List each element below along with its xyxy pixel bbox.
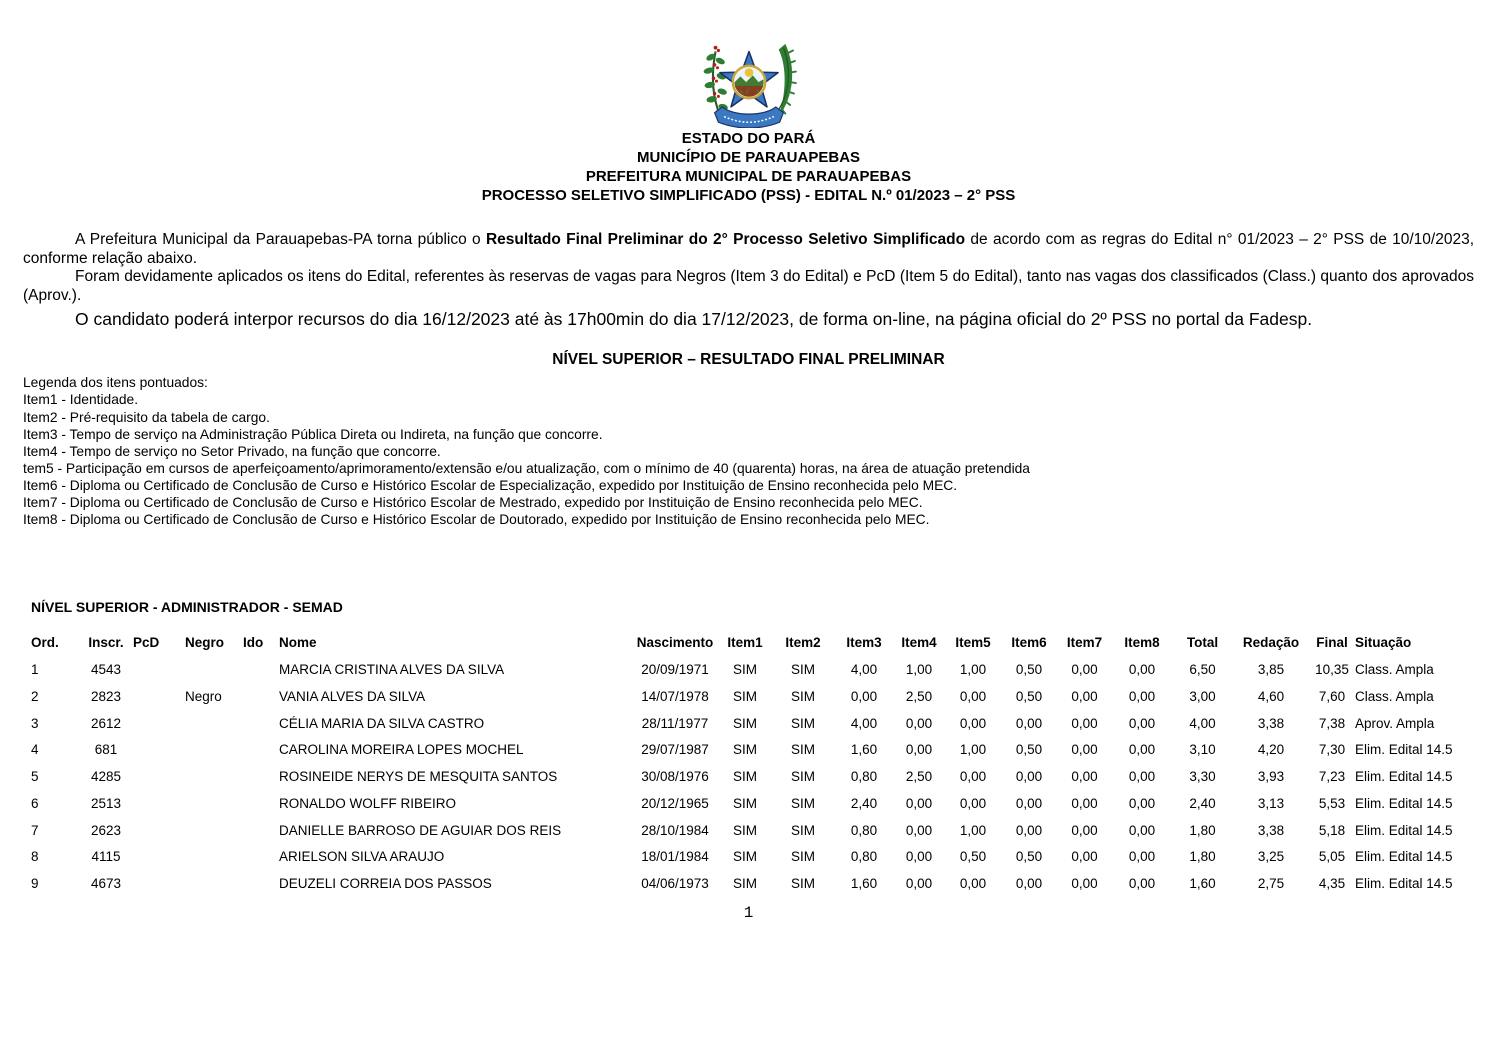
table-cell: SIM <box>790 795 815 811</box>
title-line-prefecture: PREFEITURA MUNICIPAL DE PARAUAPEBAS <box>585 168 912 185</box>
document-header <box>0 0 1497 205</box>
table-cell: 0,00 <box>1071 662 1098 678</box>
table-cell: 5 <box>31 769 39 785</box>
table-cell: 0,50 <box>959 849 987 865</box>
column-header-nome: Nome <box>279 634 317 650</box>
table-cell: Elim. Edital 14.5 <box>1355 769 1453 785</box>
table-cell: 1,60 <box>850 742 878 758</box>
table-cell: SIM <box>732 876 757 892</box>
table-cell: 28/10/1984 <box>641 822 709 838</box>
table-cell: 30/08/1976 <box>641 769 709 785</box>
table-cell: 0,00 <box>1071 876 1098 892</box>
table-cell: 0,00 <box>1071 769 1098 785</box>
table-cell <box>243 683 279 710</box>
column-header-ord: Ord. <box>31 634 59 650</box>
table-cell <box>185 656 243 683</box>
column-header-item7: Item7 <box>1066 634 1103 650</box>
table-cell: SIM <box>790 688 815 704</box>
table-cell <box>185 870 243 897</box>
table-cell: 0,00 <box>1015 715 1043 731</box>
table-cell: 0,50 <box>1015 742 1043 758</box>
column-header-item4: Item4 <box>901 634 937 650</box>
table-cell: 0,00 <box>959 688 987 704</box>
table-cell: 4 <box>31 742 39 758</box>
table-cell: 2623 <box>90 822 122 838</box>
table-cell: 0,80 <box>850 822 878 838</box>
column-header-redao: Redação <box>1242 634 1300 650</box>
table-cell: Class. Ampla <box>1355 688 1434 704</box>
column-header-item3: Item3 <box>846 634 882 650</box>
table-cell: SIM <box>732 742 757 758</box>
table-cell: Elim. Edital 14.5 <box>1355 822 1453 838</box>
table-cell: Elim. Edital 14.5 <box>1355 795 1453 811</box>
table-cell: 3,13 <box>1257 795 1285 811</box>
table-cell: 0,00 <box>959 795 987 811</box>
table-cell: 2,40 <box>1189 795 1216 811</box>
table-row <box>31 736 1475 763</box>
table-cell: DEUZELI CORREIA DOS PASSOS <box>279 876 492 892</box>
legend-item-6: Item6 - Diploma ou Certificado de Conclusão de Curso e Histórico Escolar de Especialização, expedido por Instituição de Ensino reconhecida pelo MEC. <box>23 477 958 493</box>
title-line-state: ESTADO DO PARÁ <box>681 130 816 147</box>
table-cell: 0,00 <box>1128 876 1156 892</box>
table-cell: 5,53 <box>1318 795 1346 811</box>
column-header-nascimento: Nascimento <box>636 634 714 650</box>
table-cell: SIM <box>732 822 757 838</box>
table-cell <box>133 870 185 897</box>
table-cell: 20/09/1971 <box>641 662 709 678</box>
table-cell: 0,00 <box>850 688 878 704</box>
table-cell <box>243 656 279 683</box>
legend-item-5: tem5 - Participação em cursos de aperfeiçoamento/aprimoramento/extensão e/ou atualização, com o mínimo de 40 (quarenta) horas, na área de atuação pretendida <box>23 460 1030 476</box>
table-section-title: NÍVEL SUPERIOR - ADMINISTRADOR - SEMAD <box>31 599 343 616</box>
table-cell: 0,00 <box>1128 688 1156 704</box>
table-cell: 2,75 <box>1257 876 1285 892</box>
column-header-ido: Ido <box>243 634 264 650</box>
table-cell: 4285 <box>90 769 122 785</box>
table-cell: 7,38 <box>1318 715 1346 731</box>
table-cell <box>185 817 243 844</box>
column-header-situao: Situação <box>1355 634 1412 650</box>
table-cell: 7 <box>31 822 39 838</box>
results-table-body <box>31 656 1475 897</box>
table-cell: 0,00 <box>905 849 933 865</box>
table-cell: 10,35 <box>1315 662 1349 678</box>
table-cell: 2823 <box>90 688 122 704</box>
table-cell: SIM <box>790 769 815 785</box>
table-cell: Negro <box>185 688 222 704</box>
table-cell: SIM <box>732 715 757 731</box>
table-cell: 0,00 <box>1071 715 1098 731</box>
table-cell: 0,00 <box>1071 849 1098 865</box>
table-cell: RONALDO WOLFF RIBEIRO <box>279 795 457 811</box>
table-cell: 0,00 <box>905 795 933 811</box>
table-cell: MARCIA CRISTINA ALVES DA SILVA <box>279 662 505 678</box>
legend-block <box>0 374 1497 528</box>
table-cell <box>243 710 279 737</box>
column-header-item6: Item6 <box>1011 634 1047 650</box>
table-cell: 0,00 <box>905 876 933 892</box>
table-cell: 4115 <box>91 849 121 865</box>
column-header-negro: Negro <box>185 634 225 650</box>
legend-item-2: Item2 - Pré-requisito da tabela de cargo. <box>23 409 270 425</box>
table-cell: 9 <box>31 876 39 892</box>
table-cell: 0,00 <box>1128 742 1156 758</box>
table-cell: Aprov. Ampla <box>1355 715 1435 731</box>
legend-item-7: Item7 - Diploma ou Certificado de Conclusão de Curso e Histórico Escolar de Mestrado, expedido por Instituição de Ensino reconhecida pelo MEC. <box>23 495 923 511</box>
table-cell: SIM <box>790 876 815 892</box>
table-cell: 3,10 <box>1189 742 1216 758</box>
results-table-block <box>31 600 1497 897</box>
paragraph-announcement-bold: Resultado Final Preliminar do 2° Processo Seletivo Simplificado <box>485 231 966 248</box>
table-cell: 2,50 <box>905 769 933 785</box>
emblem-left-branch <box>703 46 729 119</box>
table-row <box>31 656 1475 683</box>
section-heading: NÍVEL SUPERIOR – RESULTADO FINAL PRELIMINAR <box>552 351 945 369</box>
table-row <box>31 763 1475 790</box>
column-header-item8: Item8 <box>1124 634 1160 650</box>
table-cell <box>133 736 185 763</box>
table-cell: CAROLINA MOREIRA LOPES MOCHEL <box>279 742 524 758</box>
table-cell <box>243 817 279 844</box>
table-cell: 4,20 <box>1257 742 1285 758</box>
table-cell <box>243 763 279 790</box>
table-row <box>31 710 1475 737</box>
table-cell: 3,38 <box>1257 822 1285 838</box>
table-cell: 2513 <box>90 795 122 811</box>
paragraph-announcement-pre: A Prefeitura Municipal da Parauapebas-PA torna público o <box>75 231 486 248</box>
table-cell: 6 <box>31 795 39 811</box>
table-cell: 7,23 <box>1318 769 1346 785</box>
table-cell: 0,00 <box>1071 688 1098 704</box>
table-cell: 0,00 <box>1128 769 1156 785</box>
table-cell <box>133 710 185 737</box>
table-cell: 28/11/1977 <box>641 715 709 731</box>
table-cell <box>133 790 185 817</box>
table-cell: 4,00 <box>850 715 878 731</box>
table-cell: SIM <box>790 742 815 758</box>
page-number: 1 <box>743 903 754 922</box>
table-cell: 0,00 <box>1071 822 1098 838</box>
title-line-process: PROCESSO SELETIVO SIMPLIFICADO (PSS) - EDITAL N.º 01/2023 – 2° PSS <box>481 187 1016 204</box>
table-cell: 4,00 <box>850 662 878 678</box>
table-cell: 2,40 <box>850 795 878 811</box>
table-cell: 4,00 <box>1189 715 1216 731</box>
table-cell: 3,30 <box>1189 769 1216 785</box>
document-title-block <box>0 129 1497 205</box>
table-cell: DANIELLE BARROSO DE AGUIAR DOS REIS <box>279 822 562 838</box>
table-cell: SIM <box>732 662 757 678</box>
table-cell <box>185 763 243 790</box>
emblem-right-fern <box>776 44 795 119</box>
table-cell <box>185 710 243 737</box>
legend-item-1: Item1 - Identidade. <box>23 392 139 408</box>
table-cell: 7,30 <box>1318 742 1346 758</box>
table-cell: 0,00 <box>905 715 933 731</box>
table-cell: VANIA ALVES DA SILVA <box>279 688 426 704</box>
paragraph-announcement <box>23 231 1474 268</box>
table-cell: SIM <box>732 769 757 785</box>
table-cell: 5,05 <box>1318 849 1346 865</box>
table-row <box>31 870 1475 897</box>
table-cell: 0,00 <box>959 876 987 892</box>
column-header-final: Final <box>1316 634 1348 650</box>
table-cell: Class. Ampla <box>1355 662 1434 678</box>
paragraph-announcement-post: de acordo com as regras do Edital n° 01/2023 – 2° PSS de 10/10/2023, conforme relação abaixo. <box>23 231 1474 267</box>
table-cell: 1,00 <box>959 662 987 678</box>
table-cell: 0,00 <box>905 822 933 838</box>
table-cell: 2612 <box>90 715 122 731</box>
paragraph-recursos: O candidato poderá interpor recursos do dia 16/12/2023 até às 17h00min do dia 17/12/2023, de forma on-line, na página oficial do 2º PSS no portal da Fadesp. <box>75 309 1313 330</box>
table-cell: SIM <box>790 822 815 838</box>
table-cell: Elim. Edital 14.5 <box>1355 742 1453 758</box>
table-header-row <box>31 628 1475 656</box>
table-row <box>31 817 1475 844</box>
table-cell <box>243 843 279 870</box>
table-cell: 20/12/1965 <box>641 795 709 811</box>
table-cell: 14/07/1978 <box>641 688 709 704</box>
column-header-inscr: Inscr. <box>88 634 124 650</box>
column-header-item5: Item5 <box>955 634 991 650</box>
table-cell: 0,00 <box>1128 715 1156 731</box>
table-cell: 5,18 <box>1318 822 1346 838</box>
table-cell: 3,85 <box>1257 662 1285 678</box>
table-cell: 0,00 <box>1128 662 1156 678</box>
table-cell: 3 <box>31 715 39 731</box>
table-cell <box>133 843 185 870</box>
emblem-ribbon <box>714 107 783 128</box>
table-cell: SIM <box>732 688 757 704</box>
table-row <box>31 790 1475 817</box>
intro-paragraphs <box>0 231 1497 330</box>
table-cell: 0,00 <box>1015 822 1043 838</box>
table-cell: 4,35 <box>1318 876 1346 892</box>
column-header-pcd: PcD <box>133 634 160 650</box>
table-cell: SIM <box>790 715 815 731</box>
table-cell: 0,50 <box>1015 688 1043 704</box>
table-cell: 0,00 <box>959 715 987 731</box>
table-cell <box>243 790 279 817</box>
column-header-item1: Item1 <box>727 634 763 650</box>
table-cell: 0,00 <box>959 769 987 785</box>
table-cell: 0,00 <box>1128 795 1156 811</box>
column-header-total: Total <box>1186 634 1219 650</box>
table-cell: 0,00 <box>1128 849 1156 865</box>
legend-item-8: Item8 - Diploma ou Certificado de Conclusão de Curso e Histórico Escolar de Doutorado, expedido por Instituição de Ensino reconhecida pelo MEC. <box>23 512 930 528</box>
table-cell: 1,80 <box>1189 849 1216 865</box>
legend-item-4: Item4 - Tempo de serviço no Setor Privado, na função que concorre. <box>23 443 441 459</box>
table-row <box>31 683 1475 710</box>
table-cell: ROSINEIDE NERYS DE MESQUITA SANTOS <box>279 769 558 785</box>
table-cell: 4673 <box>90 876 122 892</box>
table-cell <box>133 763 185 790</box>
table-cell: SIM <box>732 795 757 811</box>
table-cell: 1,60 <box>850 876 878 892</box>
table-cell: 1,00 <box>959 822 987 838</box>
table-cell: 0,00 <box>905 742 933 758</box>
table-row <box>31 843 1475 870</box>
table-cell: 4543 <box>90 662 122 678</box>
table-cell: 0,00 <box>1071 795 1098 811</box>
table-cell: SIM <box>790 849 815 865</box>
table-cell <box>185 790 243 817</box>
table-cell: Elim. Edital 14.5 <box>1355 849 1453 865</box>
legend-title: Legenda dos itens pontuados: <box>23 375 208 391</box>
legend-item-3: Item3 - Tempo de serviço na Administração Pública Direta ou Indireta, na função que concorre. <box>23 426 603 442</box>
paragraph-reservas: Foram devidamente aplicados os itens do Edital, referentes às reservas de vagas para Negros (Item 3 do Edital) e PcD (Item 5 do Edital), tanto nas vagas dos classificados (Class.) quanto dos aprovados (Aprov.). <box>23 268 1474 304</box>
table-cell: 2 <box>31 688 39 704</box>
table-cell: 1 <box>31 662 39 678</box>
table-cell: 2,50 <box>905 688 933 704</box>
table-cell <box>133 817 185 844</box>
table-cell: 7,60 <box>1318 688 1346 704</box>
table-cell: 18/01/1984 <box>641 849 709 865</box>
table-cell <box>243 870 279 897</box>
table-cell: 0,80 <box>850 849 878 865</box>
table-cell: 0,00 <box>1071 742 1098 758</box>
table-cell: Elim. Edital 14.5 <box>1355 876 1453 892</box>
table-cell: 0,00 <box>1015 876 1043 892</box>
table-cell: 0,00 <box>1015 795 1043 811</box>
table-cell <box>185 736 243 763</box>
table-cell <box>133 656 185 683</box>
table-cell <box>185 843 243 870</box>
title-line-municipality: MUNICÍPIO DE PARAUAPEBAS <box>636 149 861 166</box>
table-cell <box>133 683 185 710</box>
table-cell: SIM <box>790 662 815 678</box>
table-cell: 1,60 <box>1189 876 1216 892</box>
table-cell: SIM <box>732 849 757 865</box>
parauapebas-coat-of-arms-icon <box>697 40 801 128</box>
table-cell: CÉLIA MARIA DA SILVA CASTRO <box>279 715 485 731</box>
table-cell: 4,60 <box>1257 688 1285 704</box>
table-cell: ARIELSON SILVA ARAUJO <box>279 849 445 865</box>
table-cell: 0,80 <box>850 769 878 785</box>
table-cell: 1,80 <box>1189 822 1216 838</box>
table-cell: 29/07/1987 <box>641 742 709 758</box>
results-table <box>31 628 1475 897</box>
table-cell: 0,50 <box>1015 662 1043 678</box>
table-cell: 3,25 <box>1257 849 1285 865</box>
table-cell: 3,00 <box>1189 688 1216 704</box>
table-cell: 04/06/1973 <box>641 876 709 892</box>
table-cell <box>243 736 279 763</box>
column-header-item2: Item2 <box>785 634 821 650</box>
emblem-center-circle <box>732 66 765 99</box>
results-table-head <box>31 628 1475 656</box>
table-cell: 8 <box>31 849 39 865</box>
table-cell: 1,00 <box>959 742 987 758</box>
table-cell: 681 <box>94 742 118 758</box>
table-cell: 0,00 <box>1128 822 1156 838</box>
table-cell: 1,00 <box>905 662 933 678</box>
table-cell: 3,93 <box>1257 769 1285 785</box>
table-cell: 0,50 <box>1015 849 1043 865</box>
table-cell: 0,00 <box>1015 769 1043 785</box>
table-cell: 3,38 <box>1257 715 1285 731</box>
table-cell: 6,50 <box>1189 662 1216 678</box>
